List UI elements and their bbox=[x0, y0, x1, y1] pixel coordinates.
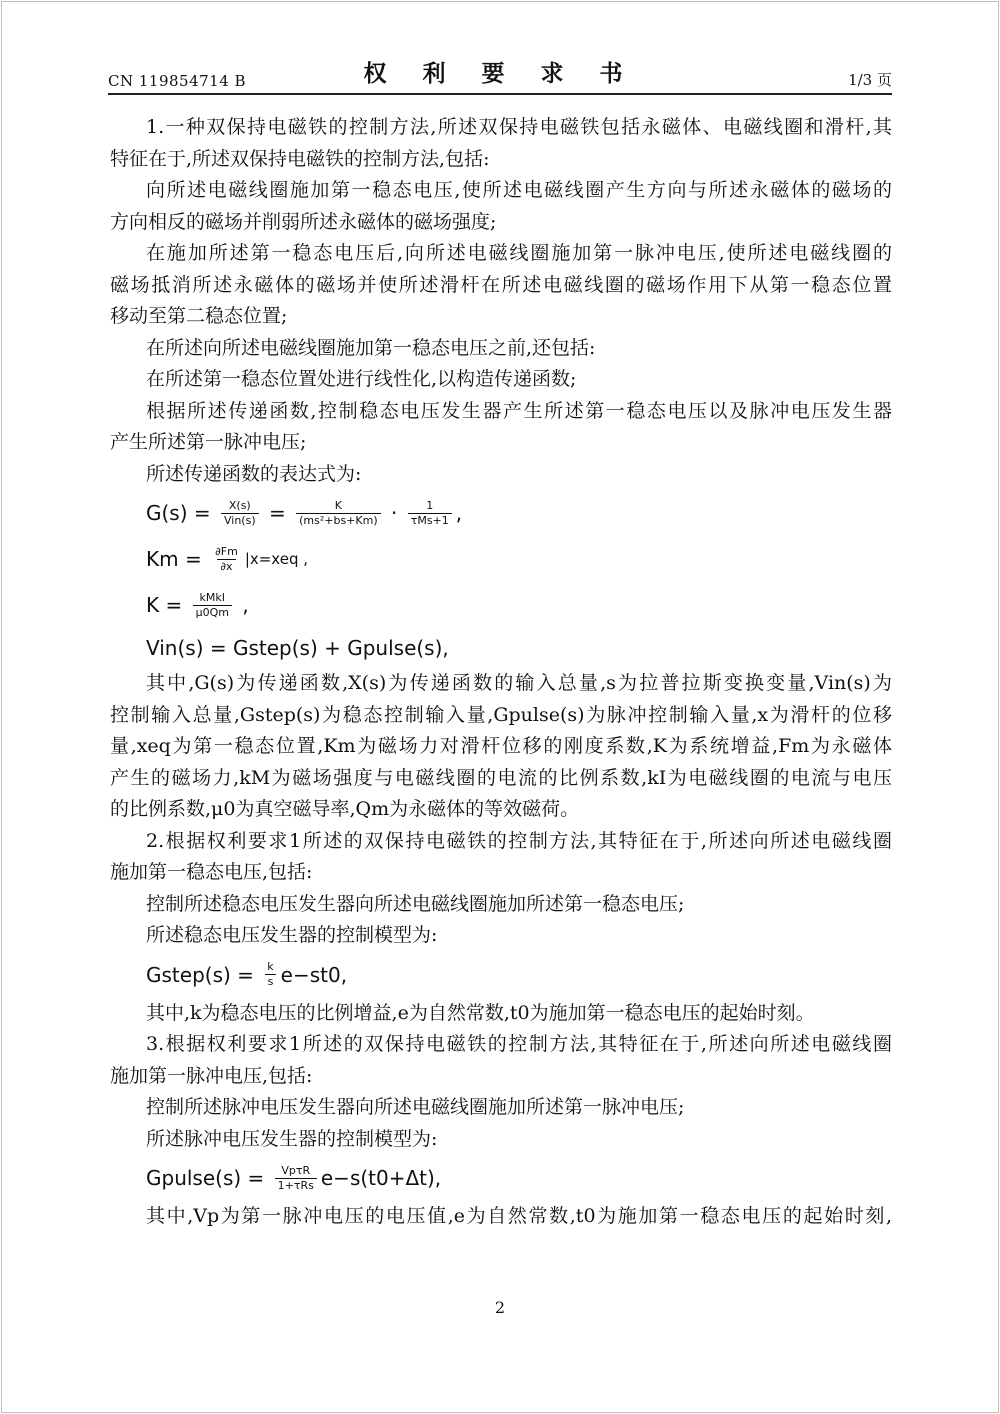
claim-2-definition: 其中,k为稳态电压的比例增益,e为自然常数,t0为施加第一稳态电压的起始时刻。 bbox=[146, 1001, 815, 1024]
claim-3-definition: 其中,Vp为第一脉冲电压的电压值,e为自然常数,t0为施加第一稳态电压的起始时刻, bbox=[146, 1205, 892, 1227]
claim-1-line: 1.一种双保持电磁铁的控制方法,所述双保持电磁铁包括永磁体、电磁线圈和滑杆,其 bbox=[146, 116, 892, 138]
claim-1-line: 根据所述传递函数,控制稳态电压发生器产生所述第一稳态电压以及脉冲电压发生器 bbox=[146, 399, 892, 422]
input-sum-formula bbox=[110, 628, 892, 668]
fraction bbox=[212, 545, 241, 574]
claim-1-line: 特征在于,所述双保持电磁铁的控制方法,包括: bbox=[110, 147, 490, 170]
formula-text: Vin(s) = Gstep(s) + Gpulse(s), bbox=[146, 636, 449, 660]
fraction-denominator: τMs+1 bbox=[408, 513, 452, 528]
claim-2-line: 所述稳态电压发生器的控制模型为: bbox=[146, 924, 438, 946]
fraction-denominator: Vin(s) bbox=[221, 513, 259, 528]
stiffness-formula bbox=[110, 536, 892, 582]
page-info: 1/3 页 bbox=[848, 71, 892, 89]
fraction-numerator: kMkI bbox=[199, 590, 226, 604]
formula-text: = bbox=[262, 501, 293, 525]
formula-text: e−st0, bbox=[280, 962, 348, 987]
fraction-denominator: s bbox=[265, 974, 277, 989]
fraction-denominator: ∂x bbox=[217, 559, 235, 574]
header-rule bbox=[108, 93, 892, 95]
claims-body bbox=[110, 112, 892, 1233]
claim-1-line: 方向相反的磁场并削弱所述永磁体的磁场强度; bbox=[110, 210, 497, 233]
fraction bbox=[264, 960, 276, 989]
fraction-numerator: VpτR bbox=[281, 1163, 311, 1177]
claim-3-line: 3.根据权利要求1所述的双保持电磁铁的控制方法,其特征在于,所述向所述电磁线圈 bbox=[146, 1033, 892, 1055]
formula-text: , bbox=[235, 593, 249, 617]
claim-1-line: 移动至第二稳态位置; bbox=[110, 305, 288, 327]
fraction bbox=[275, 1164, 317, 1193]
step-model-formula bbox=[110, 952, 892, 998]
fraction bbox=[221, 499, 259, 528]
fraction-numerator: 1 bbox=[426, 498, 434, 512]
fraction-denominator: (ms²+bs+Km) bbox=[296, 513, 381, 528]
definition-line: 产生的磁场力,kM为磁场强度与电磁线圈的电流的比例系数,kI为电磁线圈的电流与电压 bbox=[110, 766, 892, 789]
page-number: 2 bbox=[494, 1298, 506, 1317]
claim-1-line: 在施加所述第一稳态电压后,向所述电磁线圈施加第一脉冲电压,使所述电磁线圈的 bbox=[146, 242, 892, 264]
claim-2-line: 2.根据权利要求1所述的双保持电磁铁的控制方法,其特征在于,所述向所述电磁线圈 bbox=[146, 829, 892, 852]
document-title: 权 利 要 求 书 bbox=[363, 61, 637, 87]
claim-3-line: 控制所述脉冲电压发生器向所述电磁线圈施加所述第一脉冲电压; bbox=[146, 1096, 685, 1118]
claim-3-line: 所述脉冲电压发生器的控制模型为: bbox=[146, 1127, 438, 1150]
definition-line: 的比例系数,μ0为真空磁导率,Qm为永磁体的等效磁荷。 bbox=[110, 798, 580, 820]
formula-text: e−s(t0+Δt), bbox=[320, 1166, 442, 1190]
claim-1-line: 所述传递函数的表达式为: bbox=[146, 462, 362, 485]
fraction-numerator: ∂Fm bbox=[215, 544, 238, 558]
formula-text: K = bbox=[146, 593, 189, 617]
gain-formula bbox=[110, 582, 892, 628]
fraction-numerator: K bbox=[334, 498, 342, 512]
transfer-function-formula bbox=[110, 490, 892, 536]
fraction bbox=[296, 499, 381, 528]
formula-text: Km = bbox=[146, 547, 209, 571]
claim-1-line: 产生所述第一脉冲电压; bbox=[110, 431, 307, 453]
formula-text: |x=xeq , bbox=[244, 550, 309, 568]
claim-1-line: 在所述向所述电磁线圈施加第一稳态电压之前,还包括: bbox=[146, 336, 596, 359]
claim-2-line: 施加第一稳态电压,包括: bbox=[110, 861, 313, 883]
claim-1-line: 在所述第一稳态位置处进行线性化,以构造传递函数; bbox=[146, 368, 577, 390]
formula-text: , bbox=[455, 501, 463, 525]
page-header bbox=[108, 58, 892, 94]
fraction bbox=[193, 591, 232, 620]
fraction-denominator: 1+τRs bbox=[275, 1178, 317, 1193]
definition-line: 控制输入总量,Gstep(s)为稳态控制输入量,Gpulse(s)为脉冲控制输入量,x为滑杆的位移 bbox=[110, 703, 892, 726]
formula-text: Gpulse(s) = bbox=[146, 1166, 271, 1190]
fraction-numerator: k bbox=[267, 960, 274, 973]
claim-2-line: 控制所述稳态电压发生器向所述电磁线圈施加所述第一稳态电压; bbox=[146, 892, 685, 915]
pulse-model-formula bbox=[110, 1155, 892, 1201]
formula-text: · bbox=[384, 501, 404, 525]
definition-line: 其中,G(s)为传递函数,X(s)为传递函数的输入总量,s为拉普拉斯变换变量,Vin(s)为 bbox=[146, 672, 892, 694]
claim-3-line: 施加第一脉冲电压,包括: bbox=[110, 1064, 313, 1087]
fraction-denominator: μ0Qm bbox=[193, 605, 232, 620]
formula-text: G(s) = bbox=[146, 501, 217, 525]
definition-line: 量,xeq为第一稳态位置,Km为磁场力对滑杆位移的刚度系数,K为系统增益,Fm为永磁体 bbox=[110, 735, 892, 757]
claim-1-line: 向所述电磁线圈施加第一稳态电压,使所述电磁线圈产生方向与所述永磁体的磁场的 bbox=[146, 179, 892, 201]
fraction-numerator: X(s) bbox=[228, 498, 251, 512]
patent-number: CN 119854714 B bbox=[108, 72, 247, 90]
claim-1-line: 磁场抵消所述永磁体的磁场并使所述滑杆在所述电磁线圈的磁场作用下从第一稳态位置 bbox=[110, 273, 892, 296]
fraction bbox=[408, 499, 452, 528]
formula-text: Gstep(s) = bbox=[146, 962, 261, 987]
